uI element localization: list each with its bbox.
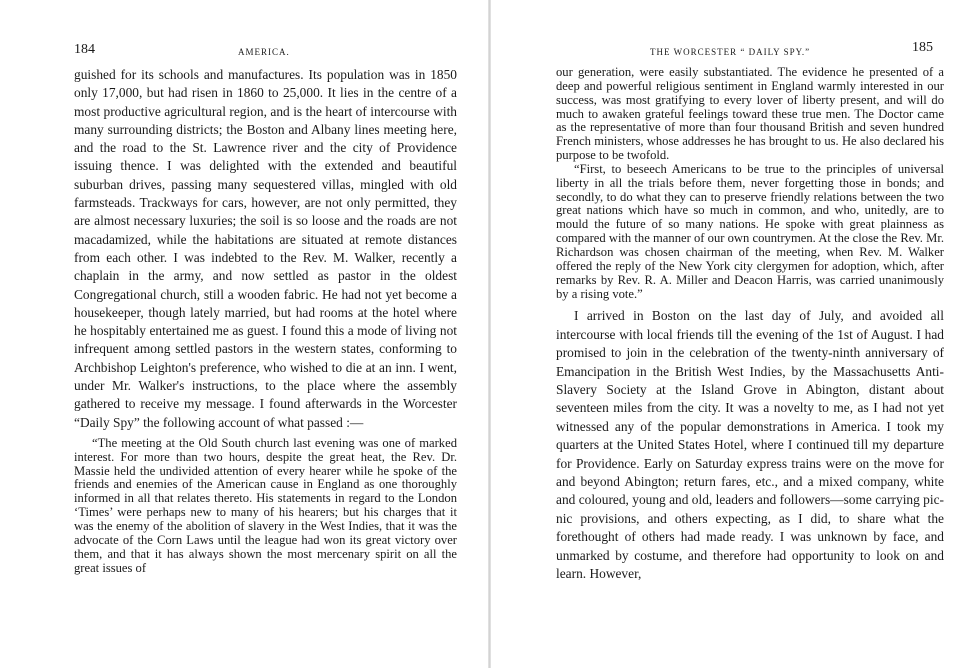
page-number: 185 xyxy=(912,40,933,55)
page-body xyxy=(74,66,457,575)
quoted-paragraph: “The meeting at the Old South church last evening was one of marked interest. For more than two hours, despite the great heat, the Rev. Dr. Massie held the undivided attention of every hearer while he spoke of the friends and enemies of the American cause in England as one thoroughly informed in all that relates thereto. His statements in regard to the London ‘Times’ were perhaps new to many of his hearers; but his charges that it was the enemy of the abolition of slavery in the West Indies, that it was the advocate of the Corn Laws until the league had won its great victory over them, and that it has always shown the most mercenary spirit on all the great issues of xyxy=(74,435,457,575)
page-number: 184 xyxy=(74,42,95,57)
body-paragraph: I arrived in Boston on the last day of July, and avoided all intercourse with local friends till the evening of the 1st of August. I had promised to join in the celebration of the twenty-ninth anniversary of Emancipation in the British West Indies, by the Massachusetts Anti-Slavery Society at the Island Grove in Abington, distant about seventeen miles from the city. It was a novelty to me, as I had not yet witnessed any of the popular demonstrations in America. I took my quarters at the United States Hotel, where I continued till my departure for Providence. Early on Saturday express trains were on the move for and beyond Abington; return fares, etc., and a mixed company, white and coloured, young and old, leaders and followers—some carrying pic-nic provisions, and others expecting, as I did, to share what the forethought of others had made ready. I was unknown by face, and unmarked by costume, and therefore had opportunity to look on and learn. However, xyxy=(556,308,944,582)
quoted-paragraph: “First, to beseech Americans to be true to the principles of universal liberty in all the trials before them, never forgetting those in bonds; and secondly, to do what they can to preserve friendly relations between the two great nations which have so much in common, and who, unitedly, are to mould the future of so many nations. He spoke with great plainness as compared with the manner of our own countrymen. At the close the Rev. Mr. Richardson was chosen chairman of the meeting, when Rev. M. Walker offered the reply of the New York city clergymen for adoption, which, after remarks by Rev. R. A. Miller and Deacon Harris, was carried unanimously by a rising vote.” xyxy=(556,161,944,301)
page-body xyxy=(556,66,944,583)
running-head: AMERICA. xyxy=(238,47,290,57)
running-head: THE WORCESTER “ DAILY SPY.” xyxy=(650,47,811,57)
body-paragraph: guished for its schools and manufactures. Its population was in 1850 only 17,000, but had risen in 1860 to 25,000. It lies in the centre of a most productive agricultural region, and is the heart of intercourse with many surrounding districts; the Boston and Albany lines meeting here, and the road to the St. Lawrence river and the city of Providence issuing thence. I was delighted with the extended and beautiful suburban drives, passing many sequestered villas, mingled with old farmsteads. Trackways for cars, however, are not only permitted, they are almost necessary luxuries; the soil is so loose and the roads are not macadamized, while the habitations are situated at remote distances from each other. I was indebted to the Rev. M. Walker, recently a chaplain in the army, and now settled as pastor in the oldest Congregational church, still a wooden fabric. He had not yet become a housekeeper, though lately married, but had rooms at the hotel where he hospitably entertained me as guest. I found this a mode of living not infrequent among settled pastors in the western states, conforming to Archbishop Leighton's preference, who wished to die at an inn. I went, under Mr. Walker's instructions, to the place where the assembly gathered to receive my message. I found afterwards in the Worcester “Daily Spy” the following account of what passed :— xyxy=(74,67,457,430)
right-page xyxy=(490,0,980,668)
quoted-paragraph: our generation, were easily substantiated. The evidence he presented of a deep and powerful religious sentiment in England warmly interested in our success, was most gratifying to every lover of liberty present, and will do much to awaken grateful feelings toward these true men. The Doctor came as the representative of more than four thousand British and seven hundred French ministers, whose addresses he has brought to us. He also declared his purpose to be twofold. xyxy=(556,65,944,163)
